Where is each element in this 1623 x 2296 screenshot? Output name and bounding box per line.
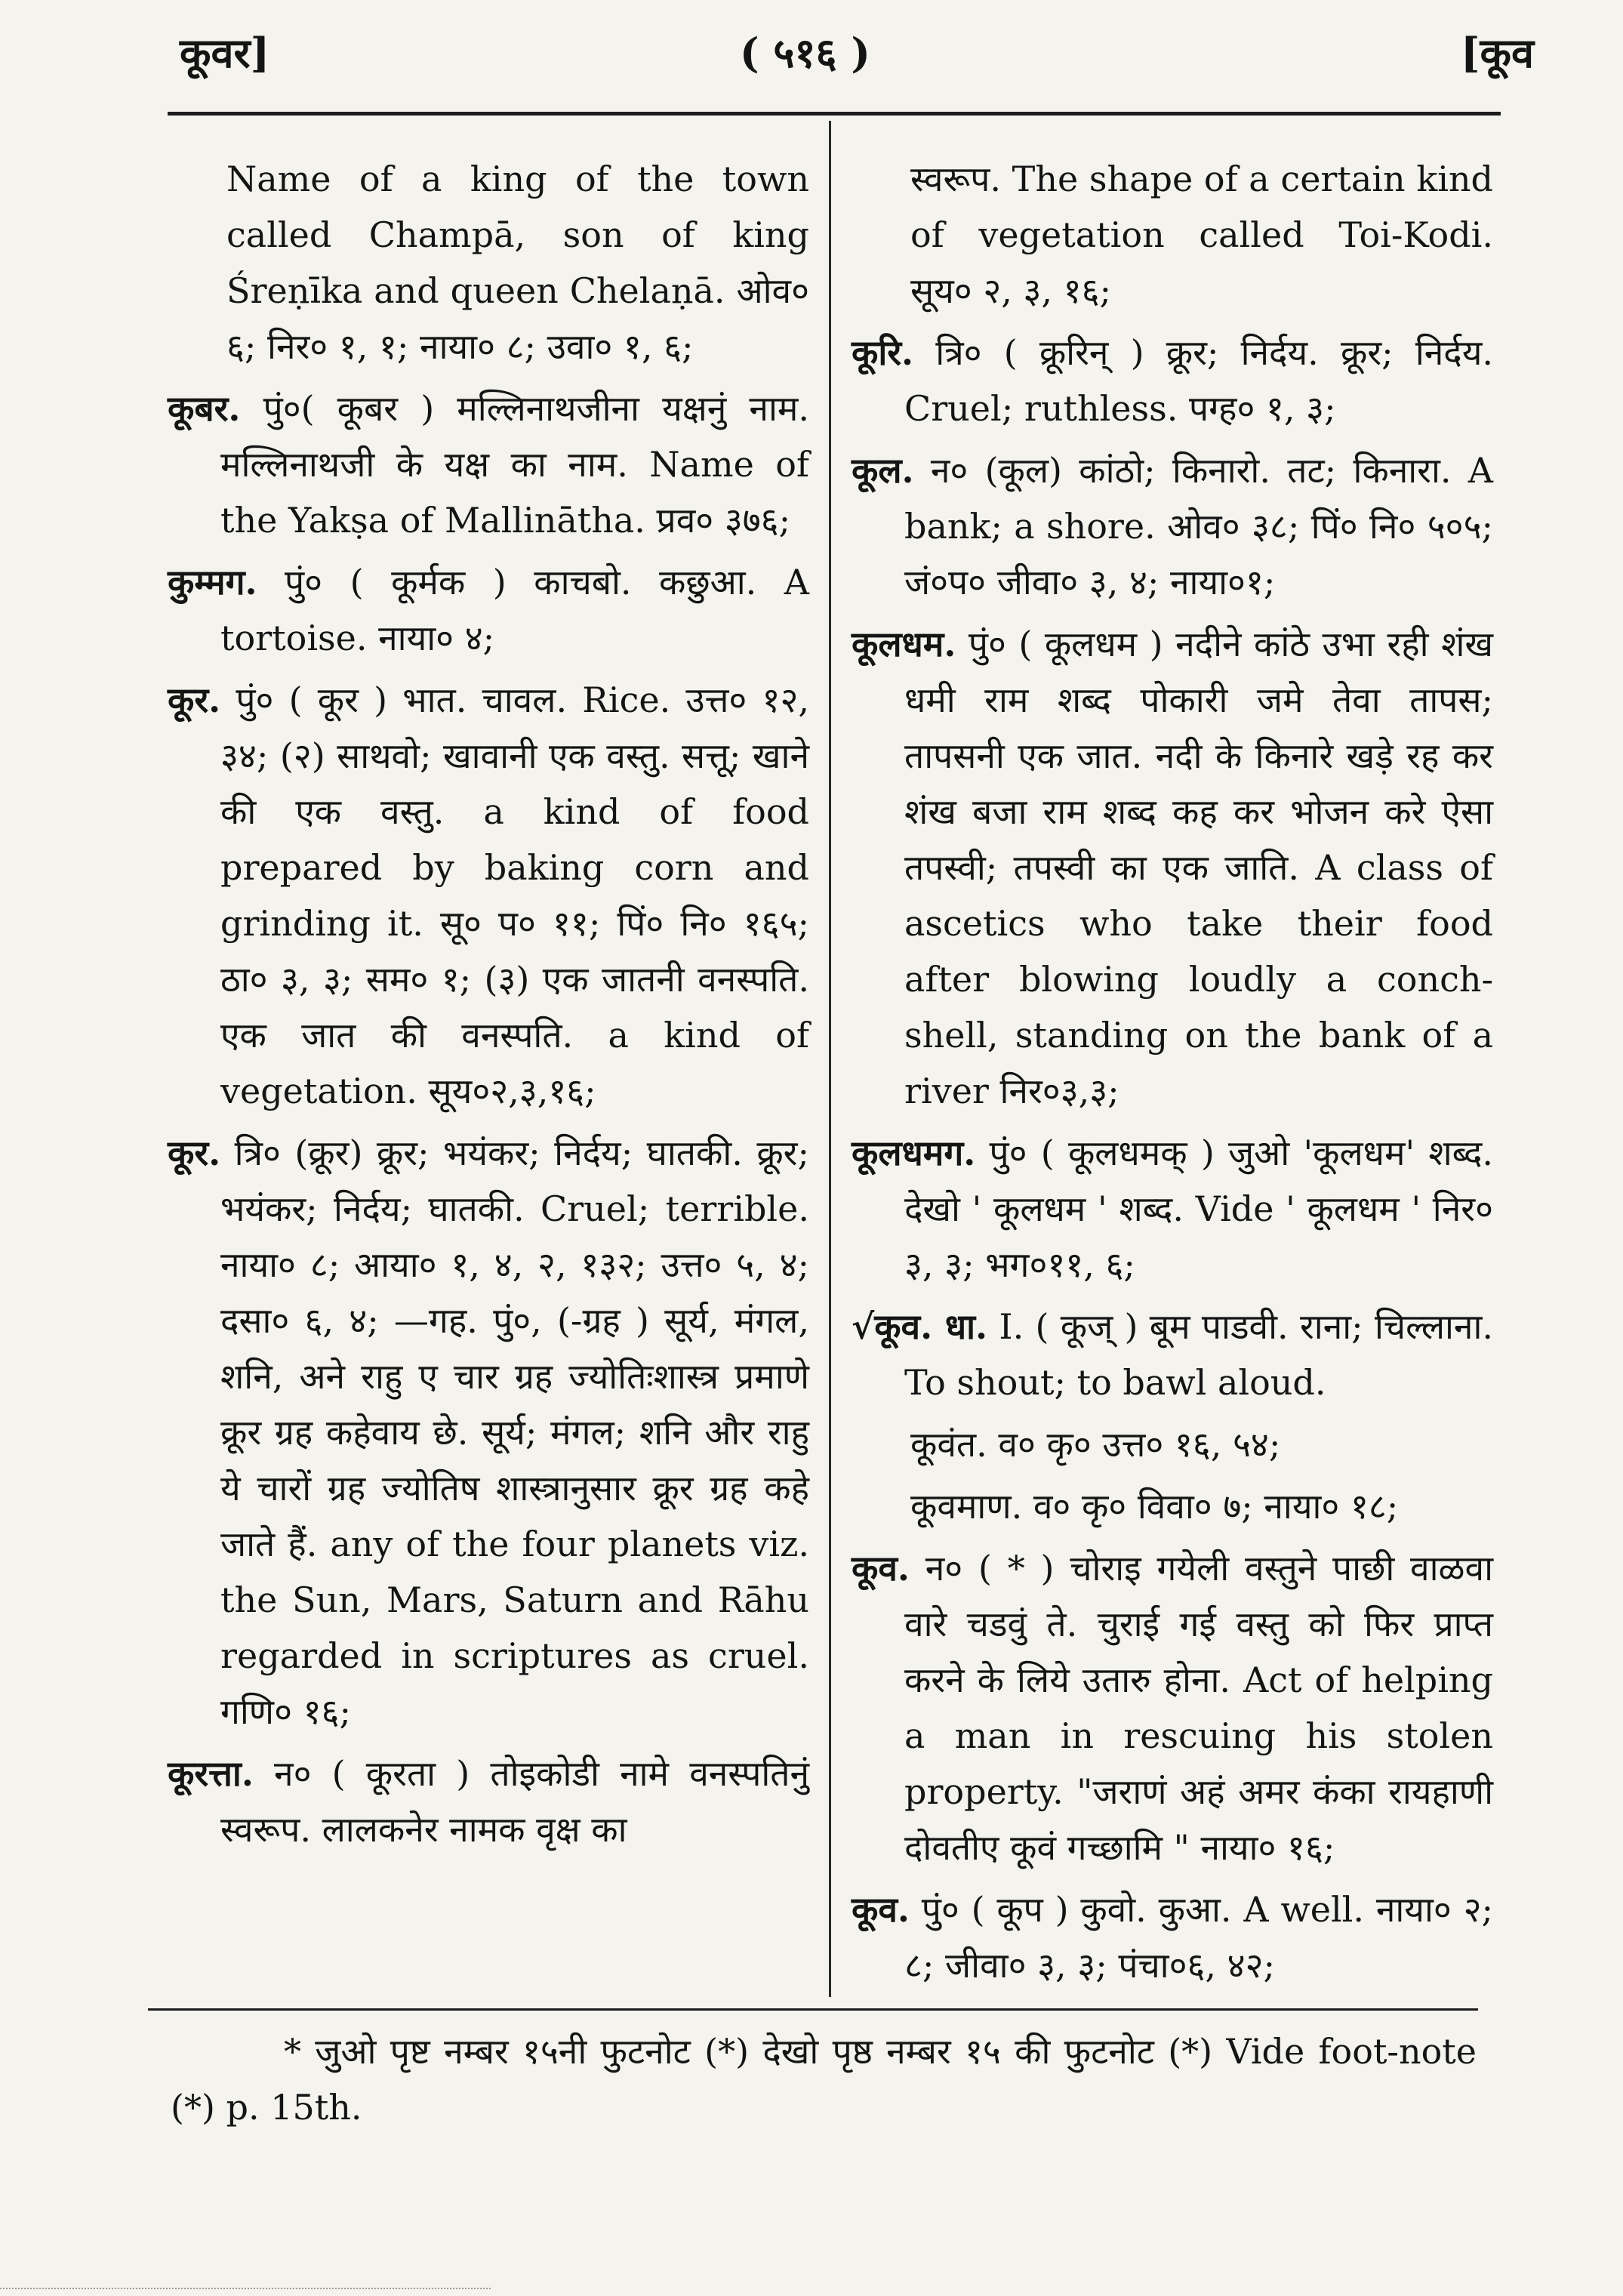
dictionary-entry bbox=[852, 616, 1493, 1119]
entry-definition: न० (कूल) कांठो; किनारो. तट; किनारा. A bank; a shore. ओव० ३८; पिं० नि० ५०५; जं०प० जीवा० ३, ४; नाया०१; bbox=[904, 450, 1493, 603]
dictionary-entry bbox=[168, 1746, 809, 1857]
entry-definition: I. ( कूज् ) बूम पाडवी. राना; चिल्लाना. To shout; to bawl aloud. bbox=[904, 1306, 1494, 1403]
headword: कूरि. bbox=[852, 332, 914, 373]
headword: कूलधमग. bbox=[852, 1133, 976, 1173]
dictionary-entry bbox=[852, 1881, 1493, 1993]
headword: √कूव. धा. bbox=[852, 1306, 988, 1347]
headword: कुम्मग. bbox=[168, 562, 257, 603]
footnote-rule bbox=[148, 2008, 1478, 2011]
sub-entry: कूवमाण. व० कृ० विवा० ७; नाया० १८; bbox=[910, 1486, 1399, 1527]
entry-definition: न० ( * ) चोराइ गयेली वस्तुने पाछी वाळवा वारे चडवुं ते. चुराई गई वस्तु को फिर प्राप्त करने के लिये उतारु होना. Act of helping a man in rescuing his stolen property. "जराणं अहं अमर कंका रायहाणी दोवतीए कूवं गच्छामि " नाया० १६; bbox=[904, 1548, 1493, 1868]
sub-entry: कूवंत. व० कृ० उत्त० १६, ५४; bbox=[910, 1424, 1281, 1465]
entry-definition: त्रि० ( क्रूरिन् ) क्रूर; निर्दय. क्रूर; निर्दय. Cruel; ruthless. पग्ह० १, ३; bbox=[904, 332, 1493, 429]
entry-definition: पुं० ( कूलधम ) नदीने कांठे उभा रही शंख धमी राम शब्द पोकारी जमे तेवा तापस; तापसनी एक जात. नदी के किनारे खड़े रह कर शंख बजा राम शब्द कह कर भोजन करे ऐसा तपस्वी; तपस्वी का एक जाति. A class of ascetics who take their food after blowing loudly a conch-shell, standing on the bank of a river निर०३,३; bbox=[904, 624, 1494, 1111]
entry-definition: पुं० ( कूर ) भात. चावल. Rice. उत्त० १२, ३४; (२) साथवो; खावानी एक वस्तु. सत्तू; खाने की एक वस्तु. a kind of food prepared by baking corn and grinding it. सू० प० ११; पिं० नि० १६५; ठा० ३, ३; सम० १; (३) एक जातनी वनस्पति. एक जात की वनस्पति. a kind of vegetation. सूय०२,३,१६; bbox=[220, 680, 809, 1111]
running-head-right: [कूव bbox=[1460, 29, 1534, 77]
dictionary-entry bbox=[168, 381, 809, 548]
entry-definition: पुं० ( कूर्मक ) काचबो. कछुआ. A tortoise. नाया० ४; bbox=[220, 562, 809, 658]
dictionary-entry bbox=[168, 672, 809, 1119]
entry-continuation: स्वरूप. The shape of a certain kind of vegetation called Toi-Kodi. सूय० २, ३, १६; bbox=[910, 159, 1493, 311]
headword: कूर. bbox=[168, 1133, 221, 1173]
entry-continuation: Name of a king of the town called Champā, son of king Śreṇīka and queen Chelaṇā. ओव० ६; निर० १, १; नाया० ८; उवा० १, ६; bbox=[226, 159, 809, 367]
dictionary-entry bbox=[852, 442, 1493, 610]
entry-definition: पुं० ( कूप ) कुवो. कुआ. A well. नाया० २; ८; जीवा० ३, ३; पंचा०६, ४२; bbox=[904, 1889, 1494, 1986]
headword: कूबर. bbox=[168, 388, 241, 429]
entry-definition: त्रि० (क्रूर) क्रूर; भयंकर; निर्दय; घातकी. क्रूर; भयंकर; निर्दय; घातकी. Cruel; terrible. नाया० ८; आया० १, ४, २, १३२; उत्त० ५, ४; दसा० ६, ४; —गह. पुं०, (-ग्रह ) सूर्य, मंगल, शनि, अने राहु ए चार ग्रह ज्योतिःशास्त्र प्रमाणे क्रूर ग्रह कहेवाय छे. सूर्य; मंगल; शनि और राहु ये चारों ग्रह ज्योतिष शास्त्रानुसार क्रूर ग्रह कहे जाते हैं. any of the four planets viz. the Sun, Mars, Saturn and Rāhu regarded in scriptures as cruel. गणि० १६; bbox=[220, 1133, 809, 1732]
entry-definition: न० ( कूरता ) तोइकोडी नामे वनस्पतिनुं स्वरूप. लालकनेर नामक वृक्ष का bbox=[220, 1753, 809, 1850]
headword: कूरत्ता. bbox=[168, 1753, 254, 1794]
headword: कूलधम. bbox=[852, 624, 956, 664]
headword: कूर. bbox=[168, 680, 221, 720]
entry-definition: पुं० ( कूलधमक् ) जुओ 'कूलधम' शब्द. देखो ' कूलधम ' शब्द. Vide ' कूलधम ' निर० ३, ३; भग०११, ६; bbox=[904, 1133, 1493, 1285]
dictionary-entry bbox=[852, 1125, 1493, 1293]
column-divider bbox=[829, 121, 831, 1997]
right-column bbox=[852, 151, 1493, 1999]
entry-definition: पुं०( कूबर ) मल्लिनाथजीना यक्षनुं नाम. मल्लिनाथजी के यक्ष का नाम. Name of the Yakṣa of Mallinātha. प्रव० ३७६; bbox=[220, 388, 809, 541]
top-rule bbox=[168, 112, 1501, 116]
headword: कूल. bbox=[852, 450, 914, 491]
footnote: * जुओ पृष्ट नम्बर १५नी फुटनोट (*) देखो पृष्ठ नम्बर १५ की फुटनोट (*) Vide foot-note (*) p. 15th. bbox=[171, 2031, 1477, 2128]
dictionary-entry bbox=[852, 1540, 1493, 1875]
dictionary-entry bbox=[852, 1299, 1493, 1410]
dictionary-entry bbox=[168, 1125, 809, 1740]
scan-edge-dots bbox=[0, 2288, 491, 2291]
running-head-left: कूवर] bbox=[180, 29, 270, 77]
dictionary-entry bbox=[168, 554, 809, 666]
headword: कूव. bbox=[852, 1889, 910, 1930]
headword: कूव. bbox=[852, 1548, 910, 1589]
page-number: ( ५१६ ) bbox=[740, 29, 870, 77]
left-column bbox=[168, 151, 809, 1863]
dictionary-entry bbox=[852, 325, 1493, 436]
